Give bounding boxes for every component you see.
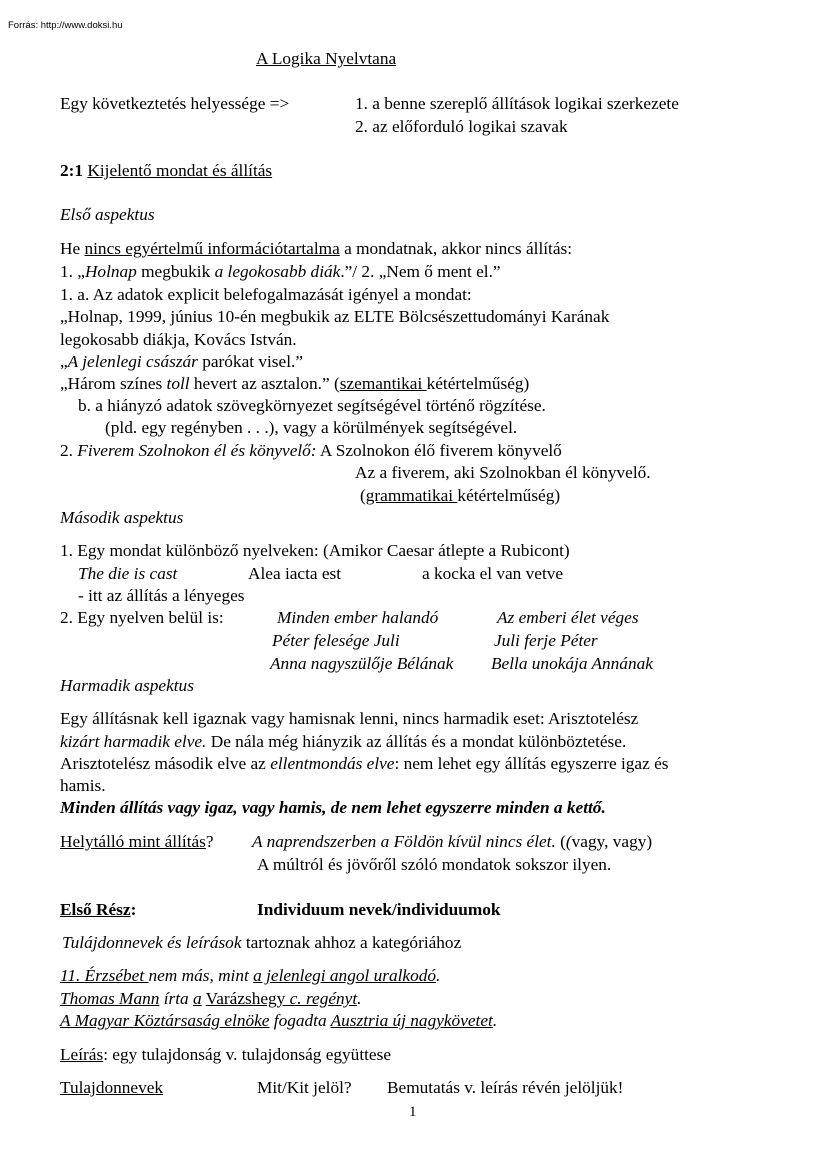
pair-3-b: Bella unokája Annának xyxy=(491,654,653,673)
page-number: 1 xyxy=(409,1104,417,1120)
text-line: legokosabb diákja, Kovács István. xyxy=(60,330,297,349)
example-3: A Magyar Köztársaság elnöke fogadta Ausztria új nagykövetet. xyxy=(60,1011,498,1030)
text-line: „Három színes toll hevert az asztalon.” (szemantikai kétértelműség) xyxy=(60,374,530,393)
text-line: 1. Egy mondat különböző nyelveken: (Amikor Caesar átlepte a Rubicont) xyxy=(60,541,570,560)
question-example: A naprendszerben a Földön kívül nincs élet. ((vagy, vagy) xyxy=(252,832,653,851)
text-line: A múltról és jövőről szóló mondatok sokszor ilyen. xyxy=(257,855,612,874)
text-line: 2. Egy nyelven belül is: xyxy=(60,608,224,627)
question-label: Mit/Kit jelöl? xyxy=(257,1078,352,1097)
text-line: Egy állításnak kell igaznak vagy hamisnak lenni, nincs harmadik eset: Arisztotelész xyxy=(60,709,639,728)
text-line: b. a hiányzó adatok szövegkörnyezet segítségével történő rögzítése. xyxy=(78,396,546,415)
section-heading xyxy=(60,162,272,179)
text-line: He nincs egyértelmű információtartalma a mondatnak, akkor nincs állítás: xyxy=(60,239,573,258)
text-line: 2. Fiverem Szolnokon él és könyvelő: A Szolnokon élő fiverem könyvelő xyxy=(60,441,562,460)
page-title: A Logika Nyelvtana xyxy=(256,49,397,68)
proper-names-label: Tulajdonnevek xyxy=(60,1078,164,1097)
translation-en: The die is cast xyxy=(78,564,178,583)
aspect-3-heading: Harmadik aspektus xyxy=(60,676,194,695)
pair-2-b: Juli ferje Péter xyxy=(494,631,598,650)
aspect-2-heading: Második aspektus xyxy=(60,508,184,527)
translation-hu: a kocka el van vetve xyxy=(422,564,564,583)
text-line: (pld. egy regényben . . .), vagy a körülmények segítségével. xyxy=(105,418,518,437)
intro-item-2: 2. az előforduló logikai szavak xyxy=(355,117,568,136)
pair-1-a: Minden ember halandó xyxy=(277,608,439,627)
intro-left: Egy következtetés helyessége => xyxy=(60,94,290,113)
text-line: „Holnap, 1999, június 10-én megbukik az ELTE Bölcsészettudományi Karának xyxy=(60,307,610,326)
aspect-1-heading: Első aspektus xyxy=(60,205,155,224)
section-number: 2:1 xyxy=(60,161,84,180)
text-line: Tulájdonnevek és leírások tartoznak ahhoz a kategóriához xyxy=(62,933,462,952)
pair-2-a: Péter felesége Juli xyxy=(272,631,400,650)
text-line: hamis. xyxy=(60,776,106,795)
text-line: „A jelenlegi császár parókat visel.” xyxy=(60,352,303,371)
definition-line: Leírás: egy tulajdonság v. tulajdonság együttese xyxy=(60,1045,391,1064)
principle-statement: Minden állítás vagy igaz, vagy hamis, de nem lehet egyszerre minden a kettő. xyxy=(60,798,606,817)
text-line: Az a fiverem, aki Szolnokban él könyvelő. xyxy=(355,463,651,482)
example-2: Thomas Mann írta a Varázshegy c. regényt. xyxy=(60,989,362,1008)
text-line: Arisztotelész második elve az ellentmondás elve: nem lehet egy állítás egyszerre igaz és xyxy=(60,754,669,773)
translation-la: Alea iacta est xyxy=(248,564,342,583)
pair-1-b: Az emberi élet véges xyxy=(497,608,639,627)
text-line: - itt az állítás a lényeges xyxy=(78,586,245,605)
text-line: (grammatikai kétértelműség) xyxy=(360,486,561,505)
text-line: 1. „Holnap megbukik a legokosabb diák.”/ 2. „Nem ő ment el.” xyxy=(60,262,501,281)
pair-3-a: Anna nagyszülője Bélának xyxy=(270,654,454,673)
section-title: Kijelentő mondat és állítás xyxy=(87,161,273,180)
part-label: Első Rész: xyxy=(60,900,137,919)
source-label: Forrás: http://www.doksi.hu xyxy=(8,20,123,31)
example-1: 11. Érzsébet nem más, mint a jelenlegi angol uralkodó. xyxy=(60,966,441,985)
part-title: Individuum nevek/individuumok xyxy=(257,900,501,919)
text-line: 1. a. Az adatok explicit belefogalmazását igényel a mondat: xyxy=(60,285,472,304)
question-line: Helytálló mint állítás? xyxy=(60,832,214,851)
intro-item-1: 1. a benne szereplő állítások logikai szerkezete xyxy=(355,94,679,113)
answer-label: Bemutatás v. leírás révén jelöljük! xyxy=(387,1078,624,1097)
text-line: kizárt harmadik elve. De nála még hiányzik az állítás és a mondat különböztetése. xyxy=(60,732,627,751)
